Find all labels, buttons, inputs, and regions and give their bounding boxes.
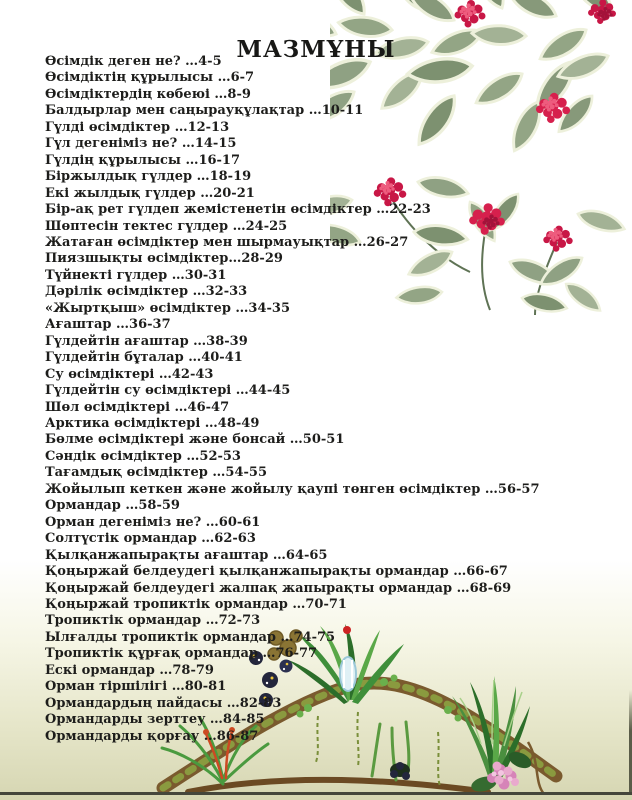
toc-entry: Тропиктік құрғақ ормандар …76-77 (45, 646, 318, 662)
toc-list (45, 54, 540, 745)
toc-entry: Орман дегеніміз не? …60-61 (45, 514, 261, 530)
toc-entry: Екі жылдық гүлдер …20-21 (45, 185, 255, 201)
toc-entry: Ормандардың пайдасы …82-83 (45, 695, 282, 711)
toc-entry: Бөлме өсімдіктері және бонсай …50-51 (45, 432, 345, 448)
toc-entry: Ескі ормандар …78-79 (45, 662, 214, 678)
toc-entry: Өсімдік деген не? …4-5 (45, 54, 222, 69)
toc-entry: Пиязшықты өсімдіктер…28-29 (45, 251, 283, 267)
toc-entry: Ормандар …58-59 (45, 498, 180, 514)
toc-entry: Ылғалды тропиктік ормандар …74-75 (45, 629, 336, 645)
toc-entry: Дәрілік өсімдіктер …32-33 (45, 284, 248, 300)
toc-entry: Қоңыржай белдеудегі жалпақ жапырақты ормандар …68-69 (45, 580, 512, 596)
toc-entry: Түйнекті гүлдер …30-31 (45, 267, 227, 283)
toc-entry: Арктика өсімдіктері …48-49 (45, 415, 260, 431)
toc-entry: Гүлдейтін ағаштар …38-39 (45, 333, 248, 349)
page-title: МАЗМҰНЫ (236, 36, 396, 63)
toc-entry: Қылқанжапырақты ағаштар …64-65 (45, 547, 328, 563)
toc-entry: Қоңыржай тропиктік ормандар …70-71 (45, 596, 347, 612)
toc-entry: Су өсімдіктері …42-43 (45, 366, 214, 382)
toc-entry: Сәндік өсімдіктер …52-53 (45, 448, 241, 464)
toc-entry: Тропиктік ормандар …72-73 (45, 613, 261, 629)
toc-entry: Жойылып кеткен және жойылу қаупі төнген өсімдіктер …56-57 (45, 481, 540, 497)
toc-entry: Біржылдық гүлдер …18-19 (45, 169, 252, 185)
toc-entry: Солтүстік ормандар …62-63 (45, 531, 256, 547)
toc-entry: Жатаған өсімдіктер мен шырмауықтар …26-27 (45, 234, 409, 250)
toc-entry: Өсімдіктердің көбеюі …8-9 (45, 86, 251, 102)
toc-entry: Ағаштар …36-37 (45, 317, 171, 333)
toc-entry: Гүлдейтін бұталар …40-41 (45, 350, 243, 366)
toc-entry: «Жыртқыш» өсімдіктер …34-35 (45, 300, 291, 316)
toc-entry: Гүлді өсімдіктер …12-13 (45, 119, 230, 135)
toc-entry: Өсімдіктің құрылысы …6-7 (45, 70, 255, 86)
toc-entry: Шөптесін тектес гүлдер …24-25 (45, 218, 288, 234)
toc-entry: Ормандарды зерттеу …84-85 (45, 712, 265, 728)
toc-entry: Ормандарды қорғау …86-87 (45, 728, 259, 744)
toc-entry: Тағамдық өсімдіктер …54-55 (45, 465, 268, 481)
toc-entry: Гүлдейтін су өсімдіктері …44-45 (45, 383, 291, 399)
toc-entry: Гүлдің құрылысы …16-17 (45, 152, 241, 168)
toc-entry: Шөл өсімдіктері …46-47 (45, 399, 230, 415)
toc-entry: Орман тіршілігі …80-81 (45, 679, 227, 695)
page-bottom-edge (0, 792, 632, 795)
toc-entry: Қоңыржай белдеудегі қылқанжапырақты ормандар …66-67 (45, 564, 508, 580)
toc-entry: Бір-ақ рет гүлдеп жемістенетін өсімдіктер …22-23 (45, 202, 431, 218)
toc-entry: Гүл дегеніміз не? …14-15 (45, 136, 237, 152)
toc-entry: Балдырлар мен саңырауқұлақтар …10-11 (45, 103, 364, 119)
